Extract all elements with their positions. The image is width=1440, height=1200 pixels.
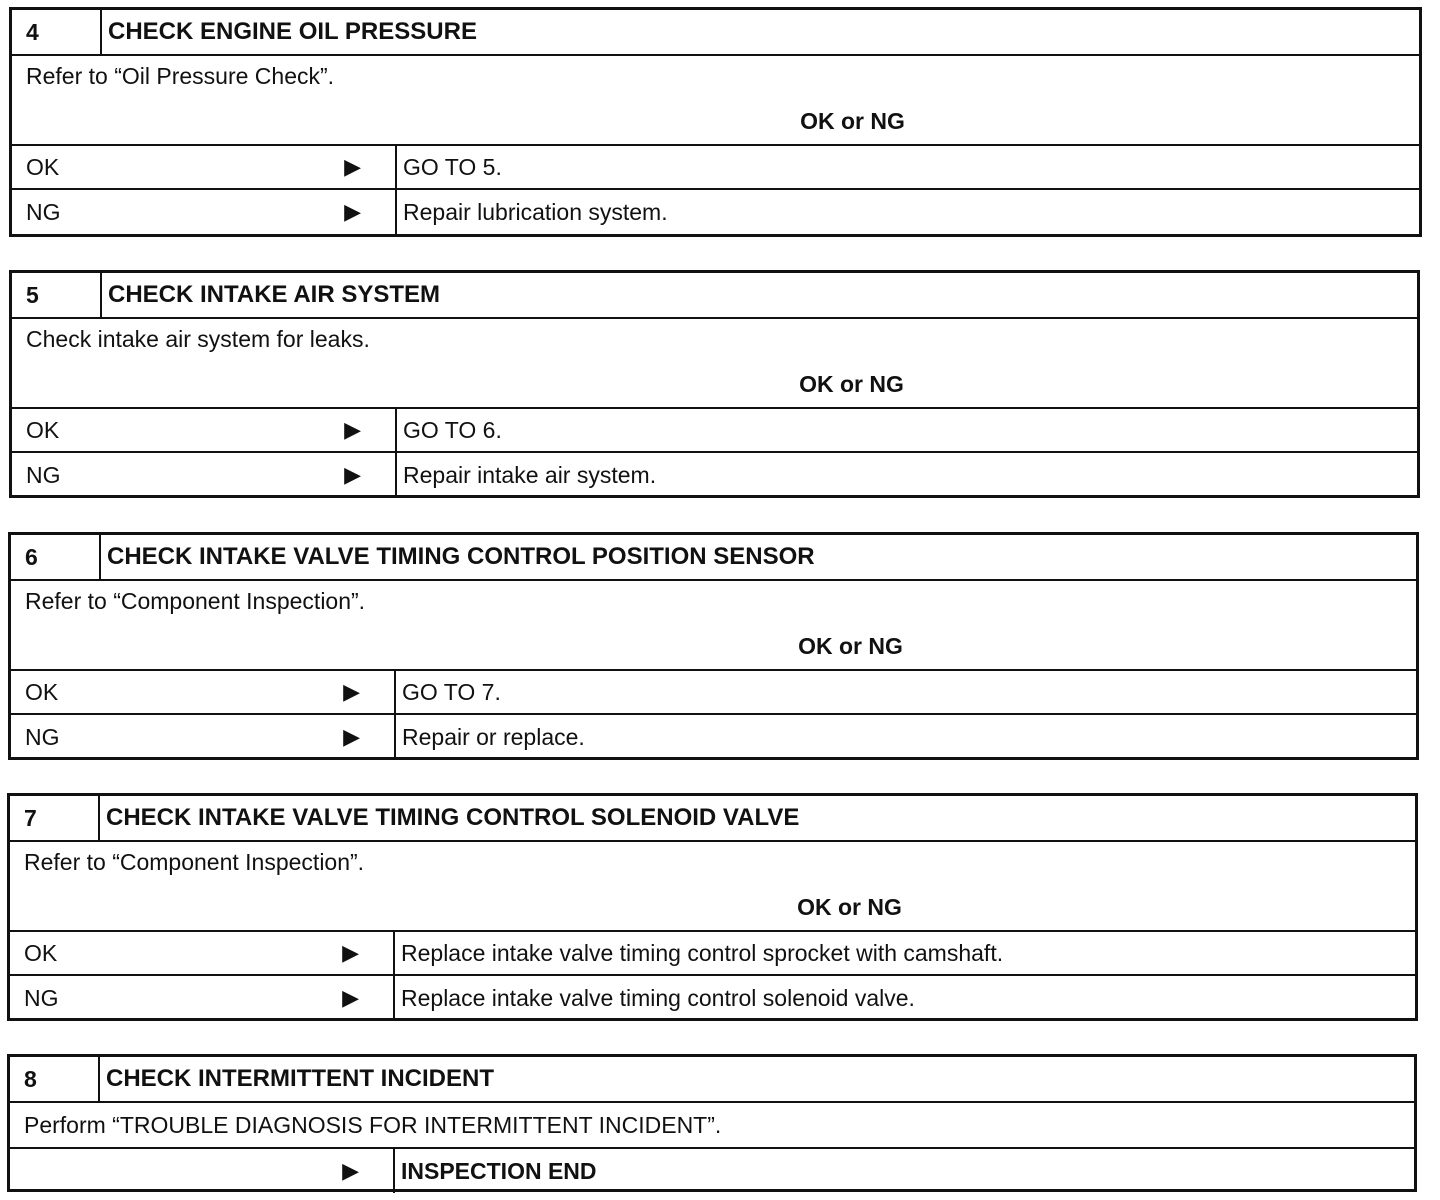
result-row-ok [11,671,1416,715]
step-header [10,796,1415,842]
step-title: CHECK INTAKE VALVE TIMING CONTROL POSITION SENSOR [107,543,815,570]
result-row-ok [10,932,1415,976]
step-header [10,1057,1414,1103]
step-number: 7 [10,796,100,840]
result-label: OK [24,939,58,966]
step-5-box [9,270,1420,498]
arrow-right-icon: ▶ [344,417,361,442]
result-row-ok [12,146,1419,190]
result-action: GO TO 7. [402,678,501,705]
ok-or-ng-label: OK or NG [798,633,903,659]
result-action: Repair or replace. [402,723,585,750]
step-number: 4 [12,10,102,54]
step-6-box [8,532,1419,760]
result-row-ng [11,715,1416,759]
ok-or-ng-label: OK or NG [800,108,905,134]
step-title: CHECK ENGINE OIL PRESSURE [108,18,477,45]
step-8-box [7,1054,1417,1192]
step-number: 8 [10,1057,100,1101]
result-action: INSPECTION END [401,1157,597,1184]
step-instruction [10,1103,1414,1149]
arrow-right-icon: ▶ [343,724,360,749]
step-title: CHECK INTAKE VALVE TIMING CONTROL SOLENOID VALVE [106,804,800,831]
step-instruction [12,319,1417,409]
result-label: OK [26,416,60,443]
instruction-text: Perform “TROUBLE DIAGNOSIS FOR INTERMITTENT INCIDENT”. [24,1112,722,1138]
step-number: 5 [12,273,102,317]
result-row-ng [12,190,1419,234]
ok-or-ng-label: OK or NG [797,894,902,920]
result-label: NG [25,723,60,750]
result-label: NG [26,198,61,225]
ok-or-ng-label: OK or NG [799,371,904,397]
step-title: CHECK INTERMITTENT INCIDENT [106,1065,494,1092]
instruction-text: Refer to “Oil Pressure Check”. [26,63,335,89]
arrow-right-icon: ▶ [344,154,361,179]
step-7-box [7,793,1418,1021]
result-row-ok [12,409,1417,453]
arrow-right-icon: ▶ [342,985,359,1010]
result-row-ng [10,976,1415,1020]
instruction-text: Refer to “Component Inspection”. [24,849,365,875]
result-label: OK [26,153,60,180]
result-label: OK [25,678,59,705]
step-instruction [11,581,1416,671]
result-label: NG [26,461,61,488]
step-instruction [12,56,1419,146]
result-row-end [10,1149,1414,1193]
result-action: Repair lubrication system. [403,198,668,225]
step-instruction [10,842,1415,932]
result-label: NG [24,984,59,1011]
result-row-ng [12,453,1417,497]
arrow-right-icon: ▶ [344,462,361,487]
step-header [11,535,1416,581]
arrow-right-icon: ▶ [343,679,360,704]
instruction-text: Check intake air system for leaks. [26,326,370,352]
step-4-box [9,7,1422,237]
result-action: Replace intake valve timing control solenoid valve. [401,984,915,1011]
result-action: GO TO 6. [403,416,502,443]
arrow-right-icon: ▶ [342,1158,359,1183]
arrow-right-icon: ▶ [342,940,359,965]
instruction-text: Refer to “Component Inspection”. [25,588,366,614]
arrow-right-icon: ▶ [344,199,361,224]
result-action: GO TO 5. [403,153,502,180]
result-action: Repair intake air system. [403,461,657,488]
step-header [12,273,1417,319]
step-title: CHECK INTAKE AIR SYSTEM [108,281,441,308]
result-action: Replace intake valve timing control sprocket with camshaft. [401,939,1004,966]
step-header [12,10,1419,56]
step-number: 6 [11,535,101,579]
